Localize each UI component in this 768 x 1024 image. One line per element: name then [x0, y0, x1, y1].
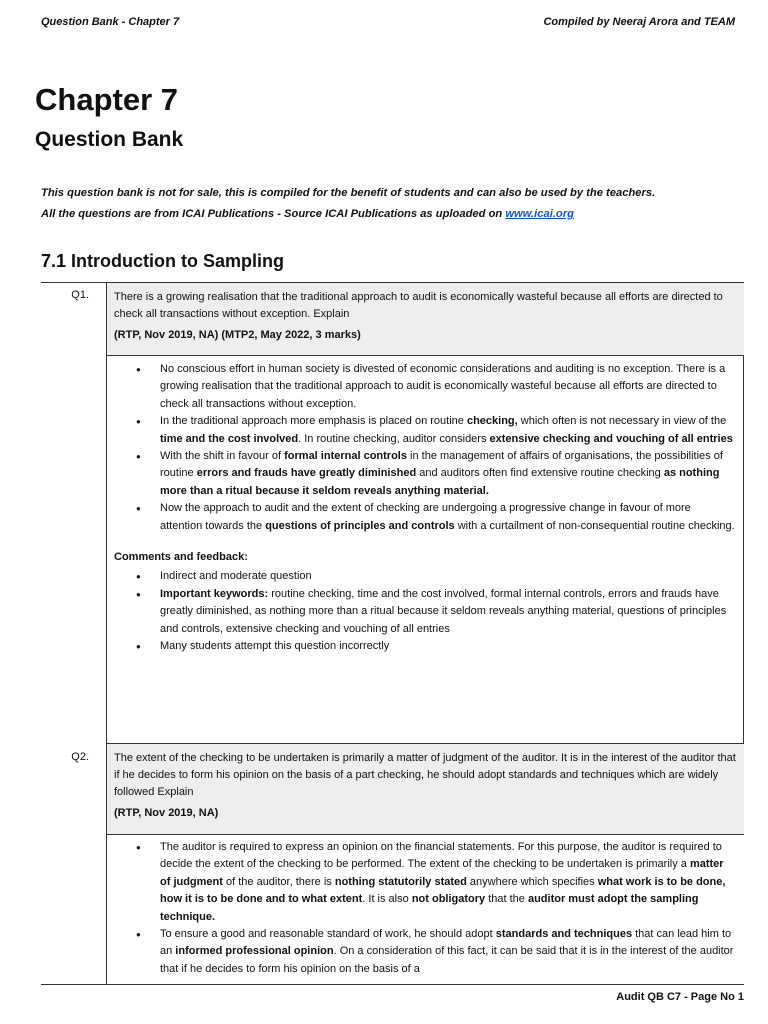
answer-list-q2 — [114, 839, 736, 978]
running-header-left: Question Bank - Chapter 7 — [41, 16, 180, 28]
question-text-q2: The extent of the checking to be undertaken is primarily a matter of judgment of the auditor. It is in the interest of the auditor that if he decides to form his opinion on the basis of a part checking, he should adopt standards and techniques which are widely followed Explain — [114, 752, 736, 798]
running-header-right: Compiled by Neeraj Arora and TEAM — [543, 16, 735, 28]
chapter-title: Chapter 7 — [35, 82, 178, 117]
list-item: ● Indirect and moderate question — [160, 568, 736, 585]
icai-link[interactable]: www.icai.org — [505, 208, 574, 220]
answer-list-q1 — [114, 361, 736, 535]
question-table — [41, 282, 744, 985]
question-source-q2: (RTP, Nov 2019, NA) — [114, 807, 219, 819]
question-number-q1: Q1. — [71, 289, 89, 301]
question-source-q1: (RTP, Nov 2019, NA) (MTP2, May 2022, 3 marks) — [114, 329, 361, 341]
chapter-subtitle: Question Bank — [35, 128, 184, 151]
comments-list-q1 — [114, 568, 736, 655]
list-item: ● Important keywords: routine checking, time and the cost involved, formal internal controls, errors and frauds have greatly diminished, as nothing more than a ritual because it seldom reveals anything material, questions of principles and controls, extensive checking and vouching of all entries — [160, 586, 736, 638]
comments-title: Comments and feedback: — [114, 551, 248, 564]
question-number-q2: Q2. — [71, 751, 89, 763]
question-cell-q1 — [107, 283, 744, 356]
list-item: ● Now the approach to audit and the extent of checking are undergoing a progressive change in favour of more attention towards the questions of principles and controls with a curtailment of non-consequential routine checking. — [160, 500, 736, 535]
question-cell-q2 — [107, 743, 744, 835]
answer-cell-q2 — [107, 839, 744, 978]
list-item: ● In the traditional approach more emphasis is placed on routine checking, which often is not necessary in view of the time and the cost involved. In routine checking, auditor considers extensive checking and vouching of all entries — [160, 413, 736, 448]
list-item: ● No conscious effort in human society is divested of economic considerations and auditing is no exception. There is a growing realisation that the traditional approach to audit is economically wasteful because all efforts are directed to check all transactions without exception. — [160, 361, 736, 413]
list-item: ● With the shift in favour of formal internal controls in the management of affairs of organisations, the possibilities of routine errors and frauds have greatly diminished and auditors often find extensive routine checking as nothing more than a ritual because it seldom reveals anything material. — [160, 448, 736, 500]
answer-cell-q1 — [107, 361, 744, 656]
list-item: ● The auditor is required to express an opinion on the financial statements. For this purpose, the auditor is required to decide the extent of the checking to be performed. The extent of the checking to be undertaken is primarily a matter of judgment of the auditor, there is nothing statutorily stated anywhere which specifies what work is to be done, how it is to be done and to what extent. It is also not obligatory that the auditor must adopt the sampling technique. — [160, 839, 736, 926]
list-item: ● Many students attempt this question incorrectly — [160, 638, 736, 655]
section-title: 7.1 Introduction to Sampling — [41, 251, 284, 271]
notice-source-text: All the questions are from ICAI Publications - Source ICAI Publications as uploaded on — [41, 208, 506, 220]
notice-line-2 — [41, 208, 753, 221]
list-item: ● To ensure a good and reasonable standard of work, he should adopt standards and techniques that can lead him to an informed professional opinion. On a consideration of this fact, it can be said that it is in the interest of the auditor that if he decides to form his opinion on the basis of a — [160, 926, 736, 978]
question-text-q1: There is a growing realisation that the traditional approach to audit is economically wasteful because all efforts are directed to check all transactions without exception. Explain — [114, 291, 723, 320]
page-footer: Audit QB C7 - Page No 1 — [616, 991, 744, 1003]
notice-line-1: This question bank is not for sale, this is compiled for the benefit of students and can also be used by the teachers. — [41, 187, 656, 199]
